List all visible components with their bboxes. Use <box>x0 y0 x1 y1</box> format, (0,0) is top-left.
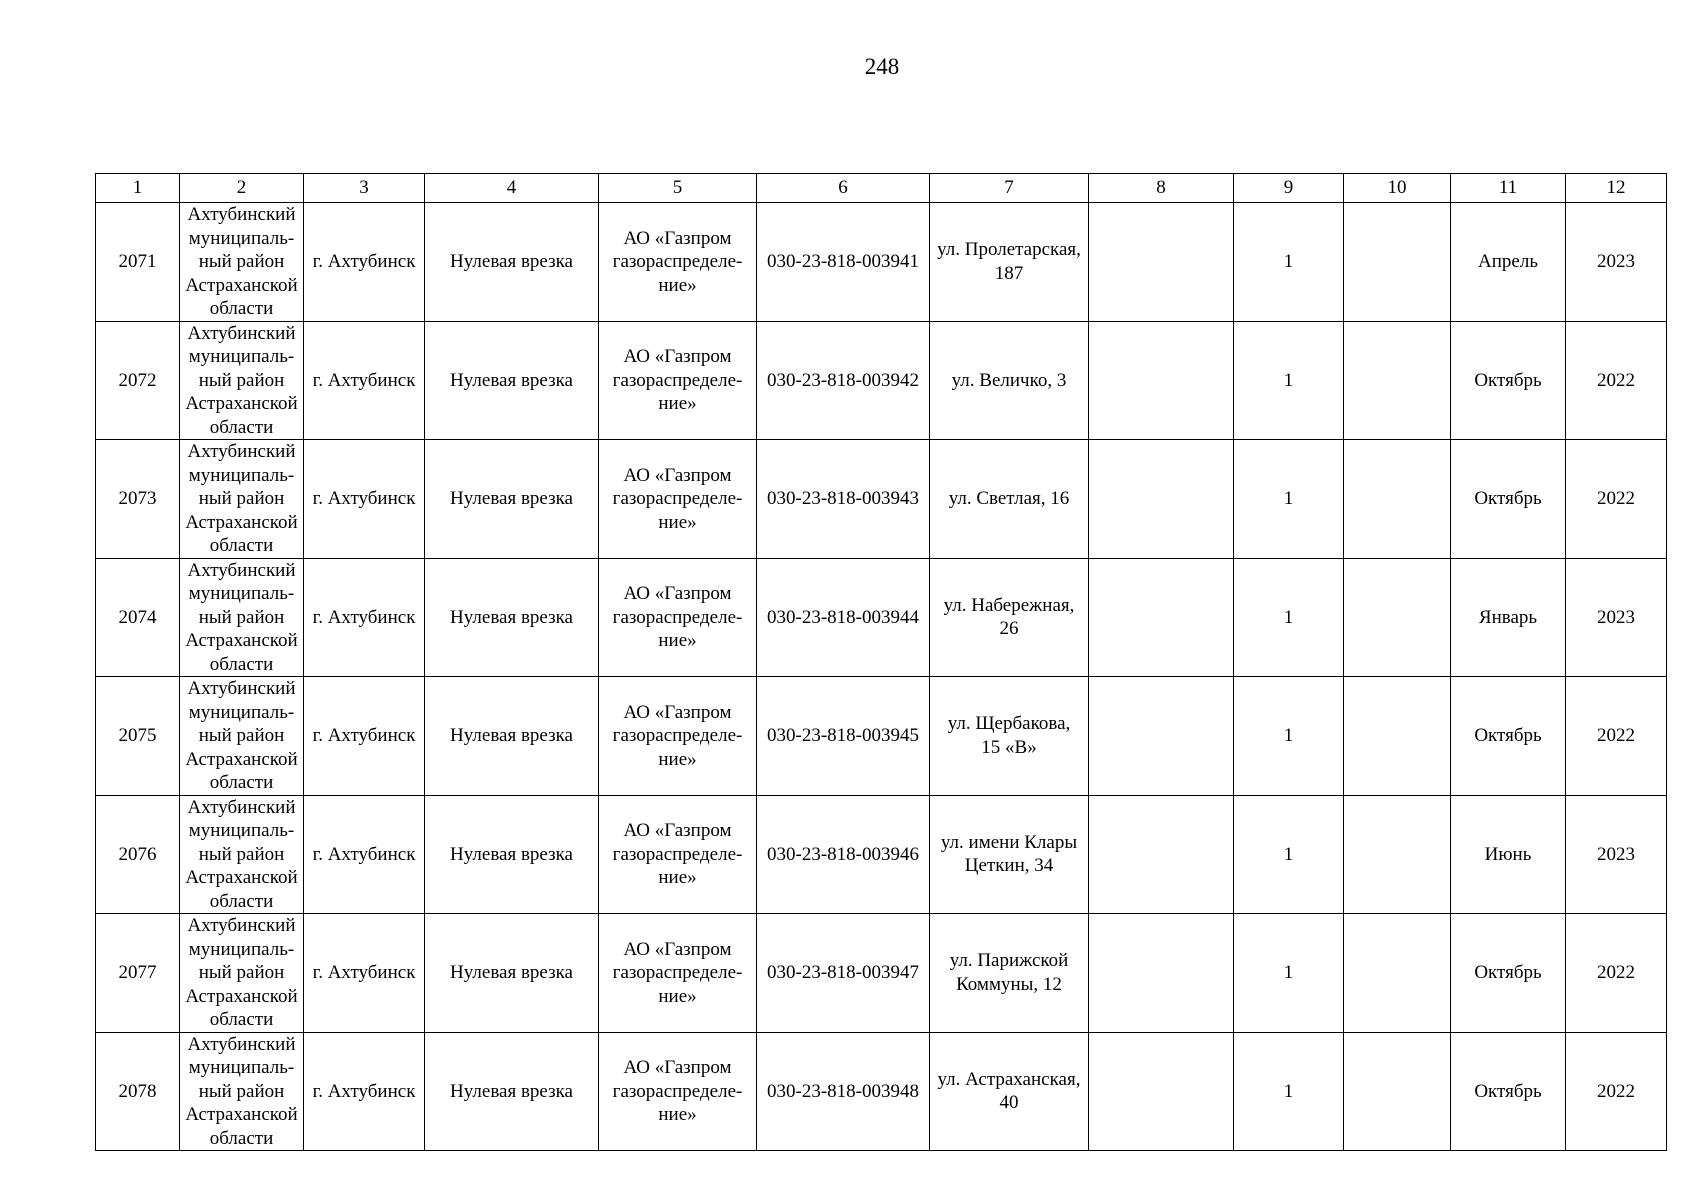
column-10-cell <box>1344 795 1451 914</box>
work-type-cell: Нулевая врезка <box>425 558 599 677</box>
district-cell: Ахтубинский муниципаль- ный район Астраханской области <box>180 1032 304 1151</box>
table-row <box>96 203 1667 322</box>
work-type-cell: Нулевая врезка <box>425 795 599 914</box>
column-number: 7 <box>930 174 1089 203</box>
row-number-cell: 2075 <box>96 677 180 796</box>
row-number-cell: 2076 <box>96 795 180 914</box>
year-cell: 2022 <box>1566 321 1667 440</box>
table-row <box>96 677 1667 796</box>
column-9-cell: 1 <box>1234 914 1344 1033</box>
object-code-cell: 030-23-818-003946 <box>757 795 930 914</box>
object-code-cell: 030-23-818-003943 <box>757 440 930 559</box>
year-cell: 2022 <box>1566 914 1667 1033</box>
address-cell: ул. имени Клары Цеткин, 34 <box>930 795 1089 914</box>
work-type-cell: Нулевая врезка <box>425 914 599 1033</box>
column-number: 1 <box>96 174 180 203</box>
month-cell: Октябрь <box>1451 914 1566 1033</box>
row-number-cell: 2072 <box>96 321 180 440</box>
address-cell: ул. Парижской Коммуны, 12 <box>930 914 1089 1033</box>
month-cell: Октябрь <box>1451 440 1566 559</box>
column-8-cell <box>1089 677 1234 796</box>
row-number-cell: 2074 <box>96 558 180 677</box>
year-cell: 2023 <box>1566 795 1667 914</box>
column-8-cell <box>1089 440 1234 559</box>
column-10-cell <box>1344 203 1451 322</box>
city-cell: г. Ахтубинск <box>304 914 425 1033</box>
column-9-cell: 1 <box>1234 203 1344 322</box>
column-9-cell: 1 <box>1234 677 1344 796</box>
row-number-cell: 2077 <box>96 914 180 1033</box>
column-10-cell <box>1344 914 1451 1033</box>
city-cell: г. Ахтубинск <box>304 203 425 322</box>
column-number: 12 <box>1566 174 1667 203</box>
column-number: 3 <box>304 174 425 203</box>
address-cell: ул. Щербакова, 15 «В» <box>930 677 1089 796</box>
organization-cell: АО «Газпром газораспределе- ние» <box>599 914 757 1033</box>
column-number: 6 <box>757 174 930 203</box>
month-cell: Октябрь <box>1451 321 1566 440</box>
city-cell: г. Ахтубинск <box>304 1032 425 1151</box>
column-8-cell <box>1089 795 1234 914</box>
column-number: 10 <box>1344 174 1451 203</box>
month-cell: Октябрь <box>1451 1032 1566 1151</box>
district-cell: Ахтубинский муниципаль- ный район Астраханской области <box>180 914 304 1033</box>
city-cell: г. Ахтубинск <box>304 795 425 914</box>
column-number: 4 <box>425 174 599 203</box>
organization-cell: АО «Газпром газораспределе- ние» <box>599 677 757 796</box>
column-number: 11 <box>1451 174 1566 203</box>
column-9-cell: 1 <box>1234 321 1344 440</box>
work-type-cell: Нулевая врезка <box>425 440 599 559</box>
column-10-cell <box>1344 440 1451 559</box>
month-cell: Январь <box>1451 558 1566 677</box>
column-8-cell <box>1089 914 1234 1033</box>
column-number: 2 <box>180 174 304 203</box>
row-number-cell: 2073 <box>96 440 180 559</box>
column-8-cell <box>1089 203 1234 322</box>
address-cell: ул. Набережная, 26 <box>930 558 1089 677</box>
year-cell: 2023 <box>1566 203 1667 322</box>
work-type-cell: Нулевая врезка <box>425 203 599 322</box>
column-9-cell: 1 <box>1234 558 1344 677</box>
column-8-cell <box>1089 321 1234 440</box>
column-10-cell <box>1344 321 1451 440</box>
address-cell: ул. Астраханская, 40 <box>930 1032 1089 1151</box>
table-row <box>96 914 1667 1033</box>
district-cell: Ахтубинский муниципаль- ный район Астраханской области <box>180 203 304 322</box>
table-row <box>96 321 1667 440</box>
table-row <box>96 1032 1667 1151</box>
year-cell: 2022 <box>1566 677 1667 796</box>
district-cell: Ахтубинский муниципаль- ный район Астраханской области <box>180 440 304 559</box>
object-code-cell: 030-23-818-003945 <box>757 677 930 796</box>
row-number-cell: 2078 <box>96 1032 180 1151</box>
year-cell: 2022 <box>1566 440 1667 559</box>
district-cell: Ахтубинский муниципаль- ный район Астраханской области <box>180 321 304 440</box>
column-10-cell <box>1344 1032 1451 1151</box>
object-code-cell: 030-23-818-003941 <box>757 203 930 322</box>
district-cell: Ахтубинский муниципаль- ный район Астраханской области <box>180 795 304 914</box>
work-type-cell: Нулевая врезка <box>425 677 599 796</box>
column-10-cell <box>1344 558 1451 677</box>
column-number: 9 <box>1234 174 1344 203</box>
column-number: 8 <box>1089 174 1234 203</box>
object-code-cell: 030-23-818-003942 <box>757 321 930 440</box>
column-9-cell: 1 <box>1234 440 1344 559</box>
table-row <box>96 795 1667 914</box>
column-9-cell: 1 <box>1234 1032 1344 1151</box>
table-row <box>96 440 1667 559</box>
city-cell: г. Ахтубинск <box>304 440 425 559</box>
column-8-cell <box>1089 558 1234 677</box>
organization-cell: АО «Газпром газораспределе- ние» <box>599 440 757 559</box>
city-cell: г. Ахтубинск <box>304 677 425 796</box>
organization-cell: АО «Газпром газораспределе- ние» <box>599 203 757 322</box>
address-cell: ул. Величко, 3 <box>930 321 1089 440</box>
organization-cell: АО «Газпром газораспределе- ние» <box>599 558 757 677</box>
district-cell: Ахтубинский муниципаль- ный район Астраханской области <box>180 558 304 677</box>
object-code-cell: 030-23-818-003948 <box>757 1032 930 1151</box>
work-type-cell: Нулевая врезка <box>425 1032 599 1151</box>
page-number: 248 <box>864 54 900 79</box>
month-cell: Июнь <box>1451 795 1566 914</box>
month-cell: Октябрь <box>1451 677 1566 796</box>
organization-cell: АО «Газпром газораспределе- ние» <box>599 321 757 440</box>
object-code-cell: 030-23-818-003944 <box>757 558 930 677</box>
district-cell: Ахтубинский муниципаль- ный район Астраханской области <box>180 677 304 796</box>
work-type-cell: Нулевая врезка <box>425 321 599 440</box>
year-cell: 2023 <box>1566 558 1667 677</box>
column-10-cell <box>1344 677 1451 796</box>
column-8-cell <box>1089 1032 1234 1151</box>
table-body <box>96 203 1667 1151</box>
row-number-cell: 2071 <box>96 203 180 322</box>
register-table <box>95 173 1667 1151</box>
organization-cell: АО «Газпром газораспределе- ние» <box>599 1032 757 1151</box>
month-cell: Апрель <box>1451 203 1566 322</box>
column-9-cell: 1 <box>1234 795 1344 914</box>
city-cell: г. Ахтубинск <box>304 321 425 440</box>
column-number-row <box>96 174 1667 203</box>
city-cell: г. Ахтубинск <box>304 558 425 677</box>
object-code-cell: 030-23-818-003947 <box>757 914 930 1033</box>
address-cell: ул. Светлая, 16 <box>930 440 1089 559</box>
column-number: 5 <box>599 174 757 203</box>
organization-cell: АО «Газпром газораспределе- ние» <box>599 795 757 914</box>
table-row <box>96 558 1667 677</box>
address-cell: ул. Пролетарская, 187 <box>930 203 1089 322</box>
year-cell: 2022 <box>1566 1032 1667 1151</box>
